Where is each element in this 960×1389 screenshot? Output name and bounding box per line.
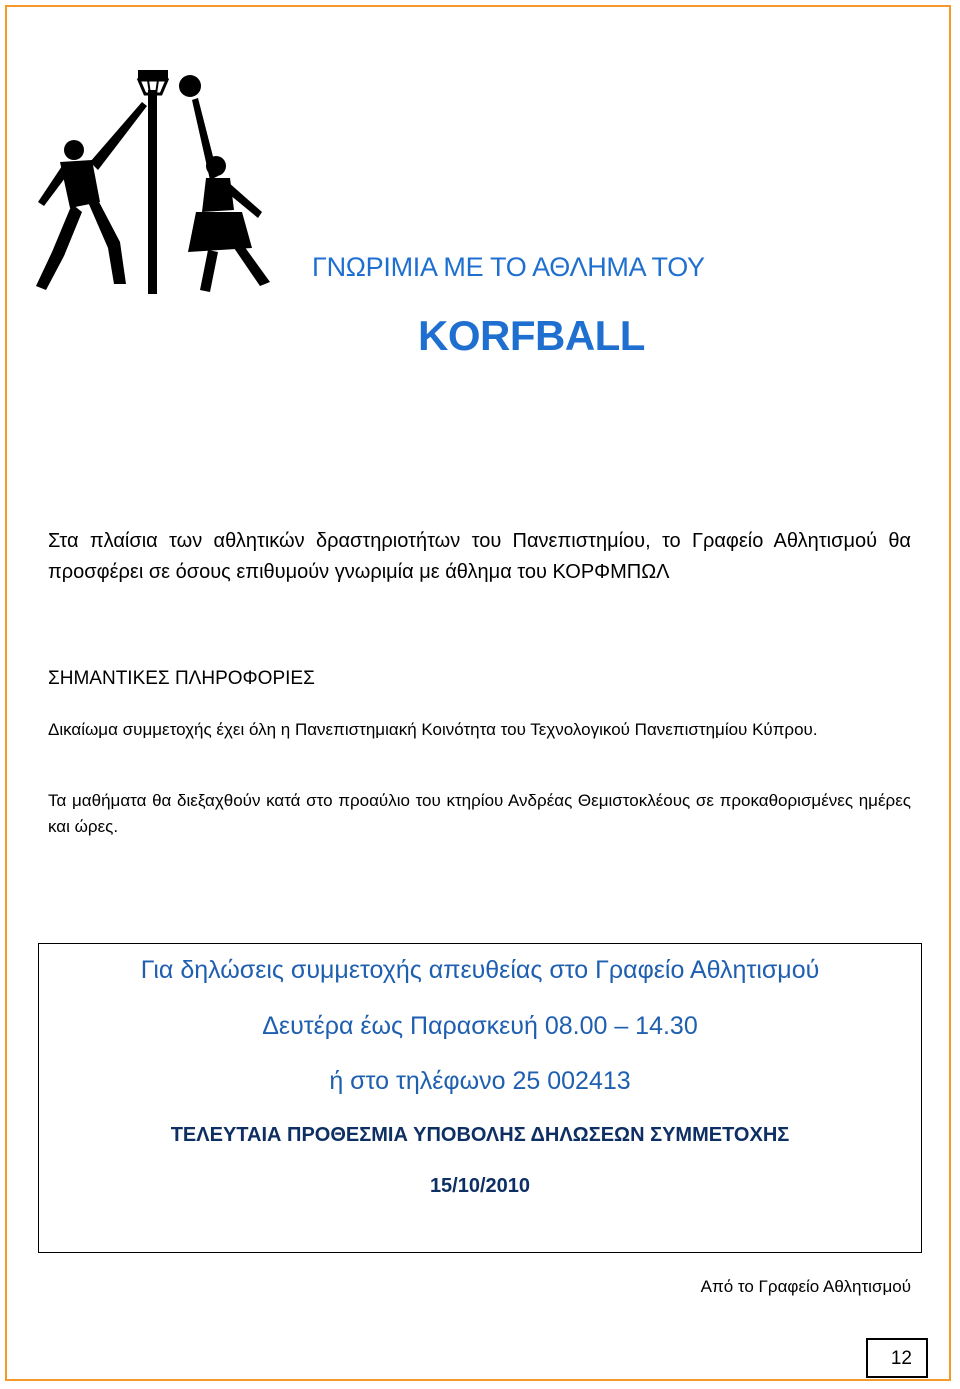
location-paragraph: Τα μαθήματα θα διεξαχθούν κατά στο προαύλιο του κτηρίου Ανδρέας Θεμιστοκλέους σε προκαθορισμένες ημέρες και ώρες. (48, 791, 911, 836)
page-number-box (866, 1338, 928, 1378)
section-label: ΣΗΜΑΝΤΙΚΕΣ ΠΛΗΡΟΦΟΡΙΕΣ (48, 668, 315, 689)
office-hours-line: Δευτέρα έως Παρασκευή 08.00 – 14.30 (262, 1012, 698, 1040)
phone-line: ή στο τηλέφωνο 25 002413 (329, 1067, 631, 1095)
deadline-date: 15/10/2010 (429, 1175, 531, 1197)
page-title: KORFBALL (418, 312, 645, 359)
registration-info-box (38, 943, 922, 1253)
registration-line: Για δηλώσεις συμμετοχής απευθείας στο Γραφείο Αθλητισμού (140, 956, 820, 984)
deadline-label: ΤΕΛΕΥΤΑΙΑ ΠΡΟΘΕΣΜΙΑ ΥΠΟΒΟΛΗΣ ΔΗΛΩΣΕΩΝ ΣΥΜΜΕΤΟΧΗΣ (170, 1124, 790, 1146)
intro-paragraph: Στα πλαίσια των αθλητικών δραστηριοτήτων του Πανεπιστημίου, το Γραφείο Αθλητισμού θα προσφέρει σε όσους επιθυμούν γνωριμία με άθλημα του ΚΟΡΦΜΠΩΛ (48, 530, 911, 583)
signature-line: Από το Γραφείο Αθλητισμού (700, 1277, 911, 1296)
page-number: 12 (890, 1348, 912, 1369)
korfball-players-icon (30, 62, 290, 294)
eligibility-paragraph: Δικαίωμα συμμετοχής έχει όλη η Πανεπιστημιακή Κοινότητα του Τεχνολογικού Πανεπιστημίου Κύπρου. (48, 720, 818, 739)
page-subtitle: ΓΝΩΡΙΜΙΑ ΜΕ ΤΟ ΑΘΛΗΜΑ ΤΟΥ (312, 252, 705, 282)
